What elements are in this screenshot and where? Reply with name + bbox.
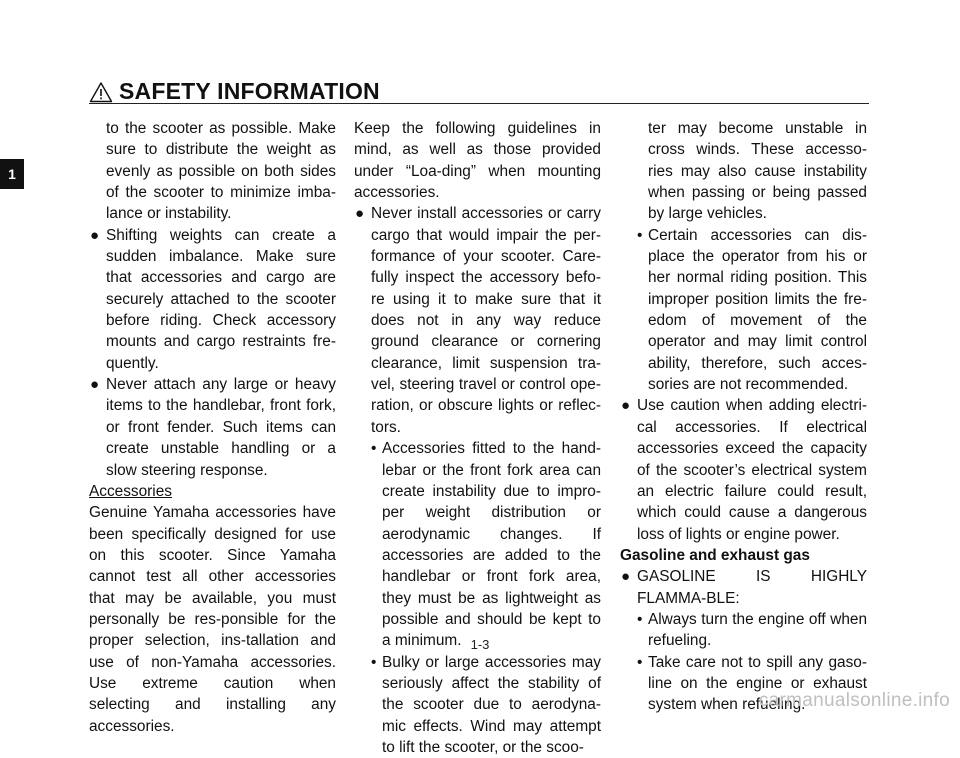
- list-item: [620, 566, 867, 609]
- header-rule: [89, 103, 869, 104]
- body-paragraph: Genuine Yamaha accessories have been specifically designed for use on this scooter. Since Yamaha cannot test all other accessories that may be available, you must personally be res-ponsible for the proper selection, ins-tallation and use of non-Yamaha accessories. Use extreme caution when selecting and installing any accessories.: [89, 504, 336, 735]
- sub-bullet-marker: •: [637, 610, 643, 628]
- page-header: [89, 78, 380, 105]
- intro-paragraph: Keep the following guidelines in mind, as well as those provided under “Loa-ding” when mounting accessories.: [354, 120, 601, 202]
- sub-list-item: [354, 652, 601, 758]
- bullet-text: Shifting weights can create a sudden imbalance. Make sure that accessories and cargo are securely attached to the scooter before riding. Check accessory mounts and cargo restraints fre-quently.: [106, 226, 336, 372]
- bullet-text: GASOLINE IS HIGHLY FLAMMA-BLE:: [637, 568, 867, 607]
- section-heading-gasoline: Gasoline and exhaust gas: [620, 546, 810, 564]
- bullet-text: Use caution when adding electri-cal accessories. If electrical accessories exceed the capacity of the scooter’s electrical system an electric failure could result, which could cause a dangerous loss of lights or engine power.: [637, 397, 867, 543]
- continued-sub-item: ter may become unstable in cross winds. These accesso-ries may also cause instability when passing or being passed by large vehicles.: [648, 120, 867, 223]
- sub-bullet-marker: •: [371, 440, 377, 458]
- list-item: [89, 225, 336, 374]
- section-heading-accessories: Accessories: [89, 482, 172, 500]
- sub-bullet-text: Certain accessories can dis-place the operator from his or her normal riding position. This improper position limits the fre-edom of movement of the operator and may limit control ability, therefore, such acces-sories are not recommended.: [648, 226, 867, 394]
- bullet-marker: ●: [355, 205, 365, 223]
- bullet-marker: ●: [90, 226, 100, 244]
- warning-triangle-icon: [89, 81, 113, 103]
- sub-bullet-marker: •: [637, 653, 643, 671]
- sub-bullet-text: Always turn the engine off when refueling.: [648, 610, 867, 650]
- sub-bullet-marker: •: [371, 653, 377, 671]
- bullet-marker: ●: [621, 568, 631, 586]
- bullet-text: Never install accessories or carry cargo that would impair the per-formance of your scooter. Care-fully inspect the accessory befo-re using it to make sure that it does not in any way reduce ground clearance or cornering clearance, limit suspension tra-vel, steering travel or control ope-ration, or obscure lights or reflec-tors.: [371, 205, 601, 436]
- site-watermark: carmanualsonline.info: [758, 690, 950, 711]
- sub-bullet-text: Bulky or large accessories may seriously affect the stability of the scooter due to aerodyna-mic effects. Wind may attempt to lift the scooter, or the scoo-: [382, 653, 601, 756]
- sub-bullet-marker: •: [637, 226, 643, 244]
- sub-bullet-text: Accessories fitted to the hand-lebar or the front fork area can create instability due to impro-per weight distribution or aerodynamic changes. If accessories are added to the handlebar or front fork area, they must be as lightweight as possible and should be kept to a minimum.: [382, 440, 601, 650]
- bullet-marker: ●: [621, 397, 631, 415]
- sub-bullet-text: Take care not to spill any gaso-line on the engine or exhaust system when refueling.: [648, 653, 867, 714]
- list-item: [354, 203, 601, 438]
- page-title: SAFETY INFORMATION: [119, 78, 380, 104]
- sub-list-item: [620, 225, 867, 396]
- continued-paragraph: to the scooter as possible. Make sure to distribute the weight as evenly as possible on both sides of the scooter to minimize imba-lance or instability.: [106, 120, 336, 223]
- page-number: 1-3: [470, 637, 490, 652]
- column-3: [620, 118, 867, 716]
- bullet-marker: ●: [90, 376, 100, 394]
- list-item: [620, 395, 867, 544]
- sub-list-item: [354, 438, 601, 651]
- chapter-tab: 1: [0, 159, 24, 189]
- bullet-text: Never attach any large or heavy items to the handlebar, front fork, or front fender. Such items can create unstable handling or a slow steering response.: [106, 376, 336, 479]
- column-2: [354, 118, 601, 758]
- list-item: [89, 374, 336, 481]
